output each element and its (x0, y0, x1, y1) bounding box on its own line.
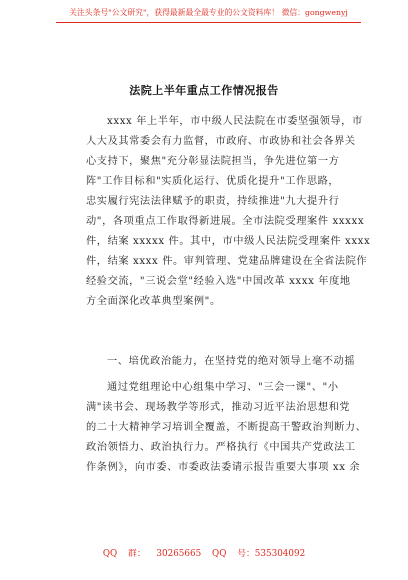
footer-contact: QQ 群： 30265665 QQ 号：535304092 (102, 549, 306, 559)
paragraph-line: 件，结案 xxxx 件。审判管理、党建品牌建设在全省法院作 (86, 256, 368, 267)
paragraph-line: 动"，各项重点工作取得新进展。全市法院受理案件 xxxxx (86, 216, 365, 227)
paragraph-line: 人大及其常委会有力监督，市政府、市政协和社会各界关 (86, 136, 356, 147)
paragraph-line: 通过党组理论中心组集中学习、"三会一课"、"小 (107, 382, 339, 393)
paragraph-line: 方全面深化改革典型案例"。 (86, 296, 221, 307)
section-heading-1: 一、培优政治能力，在坚持党的绝对领导上毫不动摇 (107, 356, 356, 367)
paragraph-line: 的二十大精神学习培训全覆盖，不断提高干警政治判断力、 (86, 422, 367, 433)
paragraph-line: 心支持下，聚焦"充分彰显法院担当，争先进位第一方 (86, 156, 340, 167)
header-promo-note: 关注头条号"公文研究"，获得最新最全最专业的公文资料库！ 微信：gongwenyj (69, 8, 348, 17)
header-divider (56, 22, 361, 23)
paragraph-line: 作条例》，向市委、市委政法委请示报告重要大事项 xx 余 (86, 462, 361, 473)
paragraph-line: 经验交流，"三说会堂"经验入选"中国改革 xxxx 年度地 (86, 276, 351, 287)
paragraph-line: 满"读书会、现场教学等形式，推动习近平法治思想和党 (86, 402, 351, 413)
paragraph-line: xxxx 年上半年，市中级人民法院在市委坚强领导，市 (107, 116, 363, 127)
paragraph-1 (86, 112, 371, 312)
paragraph-2 (86, 378, 367, 478)
paragraph-line: 阵"工作目标和"实质化运行、优质化提升"工作思路， (86, 176, 340, 187)
paragraph-line: 忠实履行宪法法律赋予的职责，持续推进"九大提升行 (86, 196, 340, 207)
paragraph-line: 件，结案 xxxxx 件。其中，市中级人民法院受理案件 xxxx (86, 236, 371, 247)
document-title: 法院上半年重点工作情况报告 (129, 84, 279, 97)
paragraph-line: 政治领悟力、政治执行力。严格执行《中国共产党政法工 (86, 442, 356, 453)
